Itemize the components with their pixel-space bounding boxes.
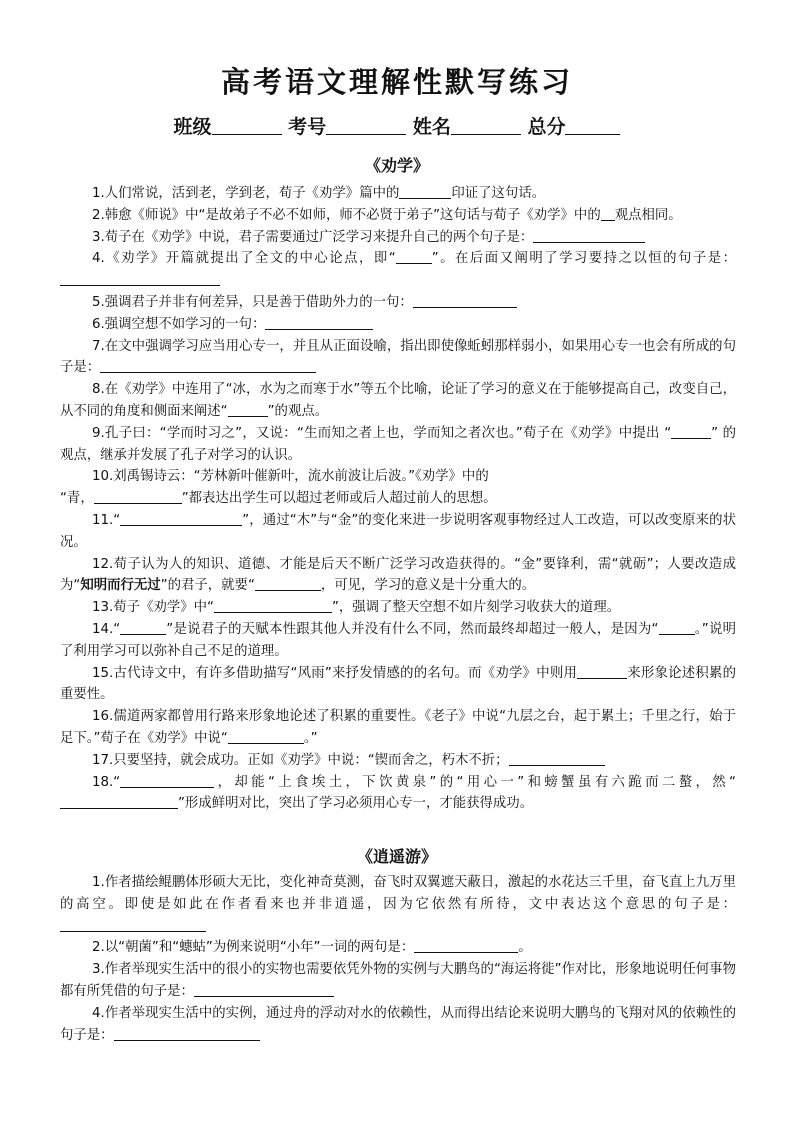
name-blank[interactable]	[451, 116, 521, 135]
question: 11.“ ”，通过“木”与“金”的变化来进一步说明客观事物经过人工改造，可以改变原来的状况。	[60, 512, 736, 550]
question: 7.在文中强调学习应当用心专一，并且从正面设喻，指出即使像蚯蚓那样弱小，如果用心专一也会有所成的句子是：	[60, 338, 736, 376]
answer-blank[interactable]	[120, 511, 242, 526]
question: 14.“ ”是说君子的天赋本性跟其他人并没有什么不同，然而最终却超过一般人，是因为“ 。”说明了利用学习可以弥补自己不足的道理。	[60, 621, 736, 659]
question: 5.强调君子并非有何差异，只是善于借助外力的一句：	[60, 292, 736, 314]
answer-blank[interactable]	[120, 620, 166, 635]
answer-blank[interactable]	[533, 228, 645, 243]
question: 10.刘禹锡诗云：“芳林新叶催新叶，流水前波让后波。”《劝学》中的 “青， ”都表达出学生可以超过老师或后人超过前人的思想。	[60, 469, 497, 507]
question: 4.《劝学》开篇就提出了全文的中心论点，即“ ”。在后面又阐明了学习要持之以恒的句子是：	[60, 248, 736, 292]
answer-blank[interactable]	[577, 664, 627, 679]
score-blank[interactable]	[565, 116, 620, 135]
question: 3.作者举现实生活中的很小的实物也需要依凭外物的实例与大鹏鸟的“海运将徙”作对比，形象地说明任何事物都有所凭借的句子是：	[60, 962, 736, 999]
section-title-quanxue: 《劝学》	[364, 156, 429, 175]
question: 1.人们常说，活到老，学到老，荀子《劝学》篇中的 印证了这句话。	[92, 186, 546, 201]
answer-blank[interactable]	[413, 293, 517, 308]
answer-blank[interactable]	[214, 598, 332, 613]
answer-blank[interactable]	[60, 917, 206, 932]
answer-blank[interactable]	[399, 184, 451, 199]
question: 2.韩愈《师说》中“是故弟子不必不如师，师不必贤于弟子”这句话与荀子《劝学》中的 观点相同。	[92, 207, 682, 223]
question: 2.以“朝菌”和“蟪蛄”为例来说明“小年”一词的两句是： 。	[92, 940, 532, 956]
answer-blank[interactable]	[114, 1026, 260, 1041]
exam-no-blank[interactable]	[326, 116, 406, 135]
exam-no-label: 考号	[288, 116, 327, 138]
answer-blank[interactable]	[601, 206, 615, 221]
question: 13.荀子《劝学》中“ ”，强调了整天空想不如片刻学习收获大的道理。	[92, 600, 621, 616]
question: 3.荀子在《劝学》中说，君子需要通过广泛学习来提升自己的两个句子是：	[60, 227, 736, 249]
question: 8.在《劝学》中连用了“冰，水为之而寒于水”等五个比喻，论证了学习的意义在于能够提高自己，改变自己，从不同的角度和侧面来阐述“ ”的观点。	[60, 382, 736, 419]
section-title-xiaoyaoyou: 《逍遥游》	[356, 847, 437, 866]
page-title: 高考语文理解性默写练习	[220, 65, 573, 99]
section-xiaoyaoyou	[60, 872, 736, 1046]
question: 18.“ ，却能“上食埃土，下饮黄泉”的“用心一”和螃蟹虽有六跪而二螯，然“”形成鲜明对比，突出了学习必须用心专一，才能获得成功。	[60, 772, 736, 816]
student-info-row	[0, 112, 794, 139]
answer-blank[interactable]	[509, 751, 605, 766]
answer-blank[interactable]	[60, 271, 220, 286]
question: 6.强调空想不如学习的一句：	[60, 314, 736, 336]
answer-blank[interactable]	[94, 489, 182, 504]
question: 17.只要坚持，就会成功。正如《劝学》中说：“锲而舍之，朽木不折；	[60, 750, 736, 772]
answer-blank[interactable]	[414, 938, 518, 953]
question: 12.荀子认为人的知识、道德、才能是后天不断广泛学习改造获得的。“金”要锋利，需“就砺”；人要改造成为“知明而行无过”的君子，就要“ ，可见，学习的意义是十分重大的。	[60, 556, 736, 594]
class-blank[interactable]	[212, 116, 282, 135]
answer-blank[interactable]	[671, 424, 711, 439]
answer-blank[interactable]	[396, 249, 432, 264]
answer-blank[interactable]	[228, 729, 304, 744]
question: 4.作者举现实生活中的实例，通过舟的浮动对水的依赖性，从而得出结论来说明大鹏鸟的飞翔对风的依赖性的句子是：	[60, 1005, 736, 1043]
section-quanxue	[60, 183, 736, 815]
answer-blank[interactable]	[255, 576, 321, 591]
question: 15.古代诗文中，有许多借助描写“风雨”来抒发情感的的名句。而《劝学》中则用 来形象论述积累的重要性。	[60, 665, 737, 703]
question: 16.儒道两家都曾用行路来形象地论述了积累的重要性。《老子》中说“九层之台，起于累土；千里之行，始于足下。”荀子在《劝学》中说“ 。”	[60, 709, 736, 746]
score-label: 总分	[527, 116, 566, 138]
answer-blank[interactable]	[659, 620, 695, 635]
class-label: 班级	[173, 116, 212, 138]
question: 9.孔子曰：“学而时习之”，又说：“生而知之者上也，学而知之者次也。”荀子在《劝学》中提出 “ ” 的观点，继承并发展了孔子对学习的认识。	[60, 425, 736, 463]
question: 1.作者描绘鲲鹏体形硕大无比，变化神奇莫测，奋飞时双翼遮天蔽日，激起的水花达三千里，奋飞直上九万里的高空。即使是如此在作者看来也并非逍遥，因为它依然有所待，文中表达这个意思的句子是：	[60, 872, 736, 937]
answer-blank[interactable]	[228, 402, 268, 417]
answer-blank[interactable]	[100, 358, 316, 373]
answer-blank[interactable]	[60, 794, 178, 809]
answer-blank[interactable]	[194, 982, 334, 997]
name-label: 姓名	[412, 116, 451, 138]
answer-blank[interactable]	[265, 315, 373, 330]
answer-blank[interactable]	[120, 773, 214, 788]
